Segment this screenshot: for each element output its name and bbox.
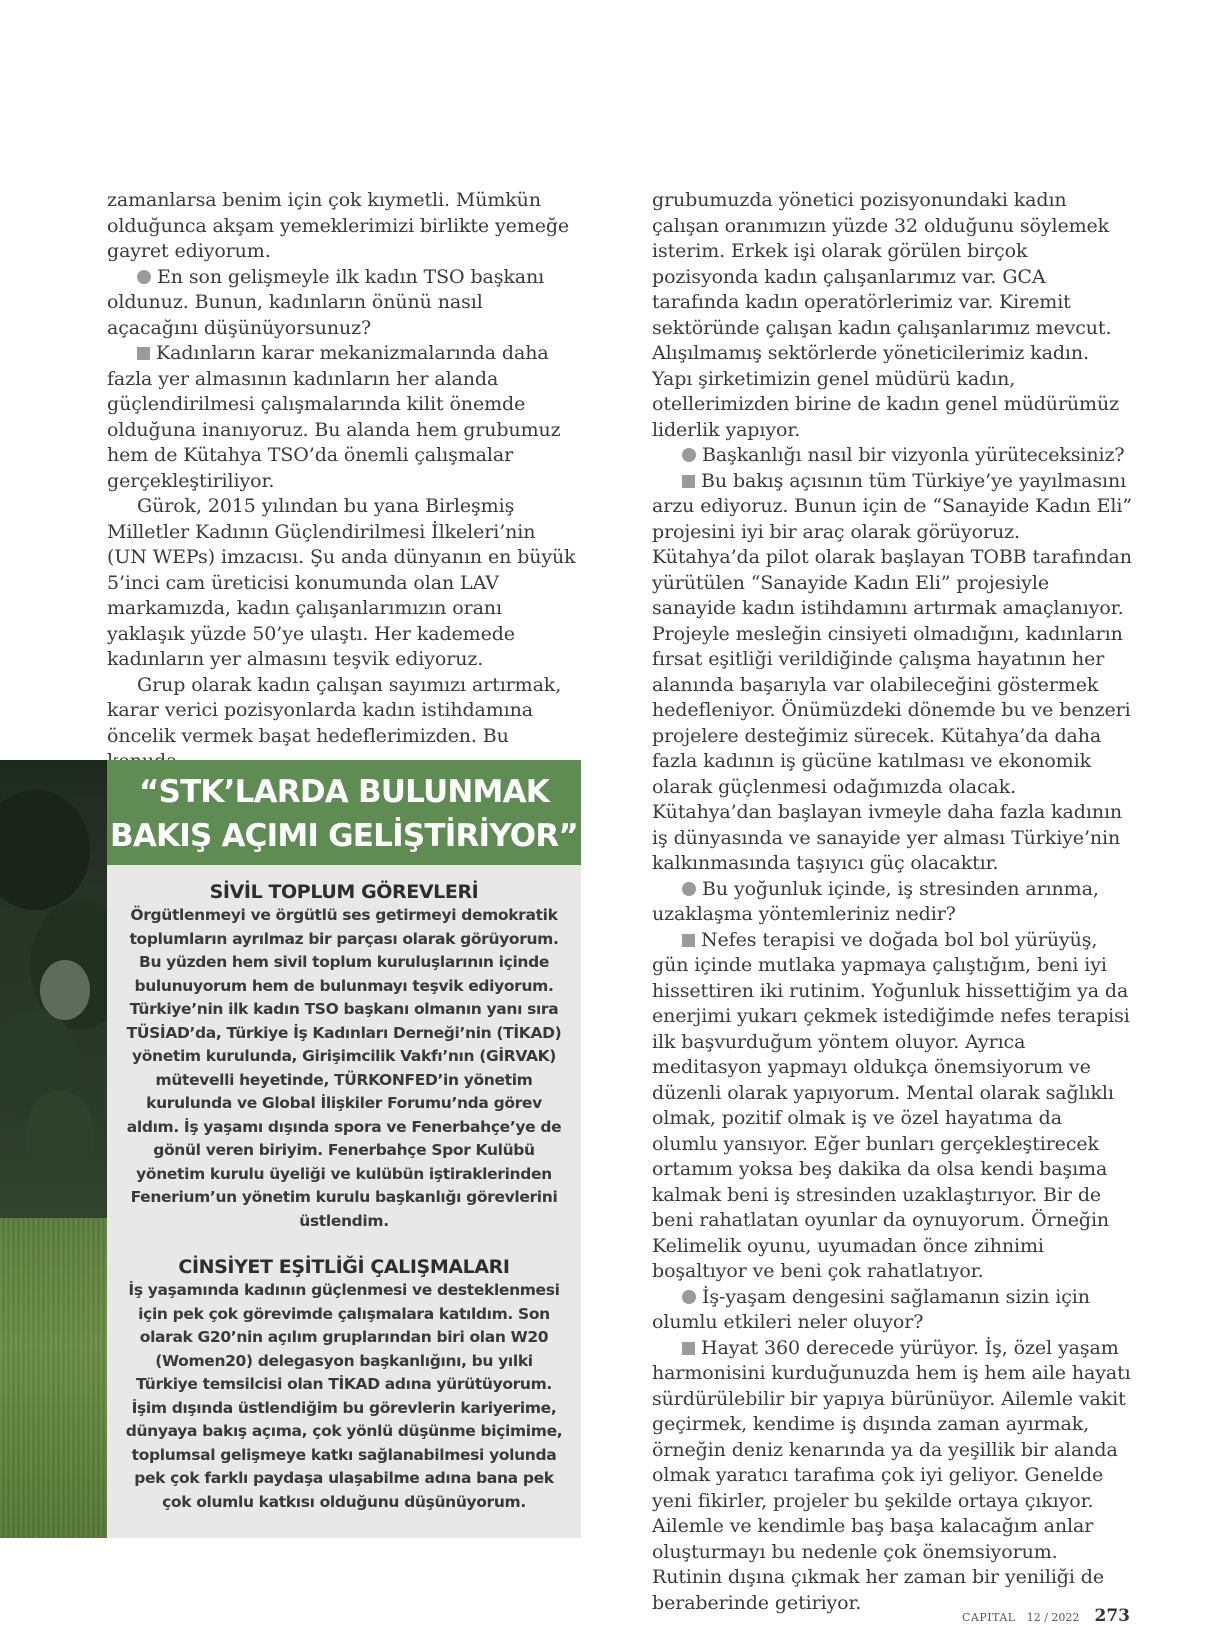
circle-bullet-icon	[682, 448, 696, 462]
box-title-line: BAKIŞ AÇIMI GELİŞTİRİYOR”	[109, 818, 578, 854]
box-section-heading: CİNSİYET EŞİTLİĞİ ÇALIŞMALARI	[178, 1256, 510, 1278]
circle-bullet-icon	[682, 882, 696, 896]
question: Bu yoğunluk içinde, iş stresinden arınma, uzaklaşma yöntemleriniz nedir?	[652, 877, 1099, 925]
answer: Nefes terapisi ve doğada bol bol yürüyüş, gün içinde mutlaka yapmaya çalıştığım, beni iyi hissettiren iki rutinim. Yoğunluk hissettiğim ya da enerjimi yukarı çekmek istediğimde nefes terapisi ilk başvurduğum yöntem oluyor. Ayrıca meditasyon yapmayı oldukça önemsiyorum ve düzenli olarak yapıyorum. Mental olarak sağlıklı olmak, pozitif olmak iş ve özel hayatıma da olumlu yansıyor. Eğer bunları gerçekleştirecek ortamım yoksa beş dakika da olsa kendi başıma kalmak beni iş stresinden uzaklaştırıyor. Bir de beni rahatlatan oyunlar da oynuyorum. Örneğin Kelimelik oyunu, uyumadan önce zihnimi boşaltıyor ve beni çok rahatlatıyor.	[652, 928, 1130, 1282]
paragraph: zamanlarsa benim için çok kıymetli. Mümkün olduğunca akşam yemeklerimizi birlikte yemeğe gayret ediyorum.	[107, 189, 570, 262]
answer: Hayat 360 derecede yürüyor. İş, özel yaşam harmonisini kurduğunuzda hem iş hem aile hayatı sürdürülebilir bir yapıya bürünüyor. Ailemle vakit geçirmek, kendime iş dışında zaman ayırmak, örneğin deniz kenarında ya da yeşillik bir alanda olmak yaratıcı tarafıma çok iyi geliyor. Genelde yeni fikirler, projeler bu şekilde ortaya çıkıyor. Ailemle ve kendimle baş başa kalacağım anlar oluşturmayı bu nedenle çok önemsiyorum. Rutinin dışına çıkmak her zaman bir yeniliği de beraberinde getiriyor.	[652, 1336, 1131, 1614]
photo-strip	[0, 760, 107, 1538]
square-bullet-icon	[137, 347, 150, 360]
square-bullet-icon	[682, 934, 695, 947]
page-footer	[962, 1606, 1130, 1626]
question: En son gelişmeyle ilk kadın TSO başkanı oldunuz. Bunun, kadınların önünü nasıl açacağını düşünüyorsunuz?	[107, 265, 545, 339]
box-section-text: Örgütlenmeyi ve örgütlü ses getirmeyi demokratik toplumların ayrılmaz bir parçası olarak görüyorum. Bu yüzden hem sivil toplum kuruluşlarının içinde bulunuyorum hem de bulunmayı teşvik ediyorum. Türkiye’nin ilk kadın TSO başkanı olmanın yanı sıra TÜSİAD’da, Türkiye İş Kadınları Derneği’nin (TİKAD) yönetim kurulunda, Girişimcilik Vakfı’nın (GİRVAK) mütevelli heyetinde, TÜRKONFED’in yönetim kurulunda ve Global İlişkiler Forumu’nda görev aldım. İş yaşamı dışında spora ve Fenerbahçe’ye de gönül veren biriyim. Fenerbahçe Spor Kulübü yönetim kurulu üyeliği ve kulübün iştiraklerinden Fenerium’un yönetim kurulu başkanlığı görevlerini üstlendim.	[126, 906, 562, 1230]
box-title	[107, 760, 581, 865]
box-section-heading: SİVİL TOPLUM GÖREVLERİ	[209, 881, 479, 903]
box-title-line: “STK’LARDA BULUNMAK	[138, 774, 549, 810]
sidebar-box	[107, 865, 581, 1538]
square-bullet-icon	[682, 475, 695, 488]
circle-bullet-icon	[682, 1290, 696, 1304]
circle-bullet-icon	[137, 270, 151, 284]
paragraph: grubumuzda yönetici pozisyonundaki kadın çalışan oranımızın yüzde 32 olduğunu söylemek isterim. Erkek işi olarak görülen birçok pozisyonda kadın çalışanlarımız var. GCA tarafında kadın operatörlerimiz var. Kiremit sektöründe çalışan kadın çalışanlarımız mevcut. Alışılmamış sektörlerde yöneticilerimiz kadın. Yapı şirketimizin genel müdürü kadın, otellerimizden birine de kadın genel müdürümüz liderlik yapıyor.	[652, 189, 1120, 441]
right-column	[652, 188, 1132, 1616]
question: Başkanlığı nasıl bir vizyonla yürüteceksiniz?	[652, 443, 1132, 469]
paragraph: Gürok, 2015 yılından bu yana Birleşmiş Milletler Kadının Güçlendirilmesi İlkeleri’nin (UN WEPs) imzacısı. Şu anda dünyanın en büyük 5’inci cam üreticisi konumunda olan LAV markamızda, kadın çalışanlarımızın oranı yaklaşık yüzde 50’ye ulaştı. Her kademede kadınların yer almasını teşvik ediyoruz.	[107, 495, 576, 670]
paragraph: Grup olarak kadın çalışan sayımızı artırmak, karar verici pozisyonlarda kadın istihdamına öncelik vermek başat hedeflerimizden. Bu	[107, 673, 562, 747]
question: İş-yaşam dengesini sağlamanın sizin için olumlu etkileri neler oluyor?	[652, 1285, 1090, 1333]
answer: Bu bakış açısının tüm Türkiye’ye yayılmasını arzu ediyoruz. Bunun için de “Sanayide Kadın Eli” projesini iyi bir araç olarak görüyoruz. Kütahya’da pilot olarak başlayan TOBB tarafından yürütülen “Sanayide Kadın Eli” projesiyle sanayide kadın istihdamını artırmak amaçlanıyor. Projeyle mesleğin cinsiyeti olmadığını, kadınların fırsat eşitliği verildiğinde çalışma hayatının her alanında başarıyla var olabileceğini göstermek hedefleniyor. Önümüzdeki dönemde bu ve benzeri projelere desteğimiz sürecek. Kütahya’da daha fazla kadının iş gücüne katılması ve ekonomik olarak güçlenmesi odağımızda olacak. Kütahya’dan başlayan ivmeyle daha fazla kadının iş dünyasında ve sanayide yer alması Türkiye’nin kalkınmasında taşıyıcı güç olacaktır.	[652, 469, 1132, 874]
box-section-text: İş yaşamında kadının güçlenmesi ve desteklenmesi için pek çok görevimde çalışmalara katıldım. Son olarak G20’nin açılım gruplarından biri olan W20 (Women20) delegasyon başkanlığını, bu yılki Türkiye temsilcisi olan TİKAD adına yürütüyorum. İşim dışında üstlendiğim bu görevlerin kariyerime, dünyaya bakış açıma, çok yönlü düşünme biçimime, toplumsal gelişmeye katkı sağlanabilmesi yolunda pek çok farklı paydaşa ulaşabilme adına bana pek çok olumlu katkısı olduğunu düşünüyorum.	[125, 1281, 563, 1511]
left-column	[107, 188, 577, 775]
publication-name: CAPITAL	[962, 1611, 1016, 1624]
answer: Kadınların karar mekanizmalarında daha fazla yer almasının kadınların her alanda güçlendirilmesi çalışmalarında kilit önemde olduğuna inanıyoruz. Bu alanda hem grubumuz hem de Kütahya TSO’da önemli çalışmalar gerçekleştiriliyor.	[107, 342, 561, 492]
square-bullet-icon	[682, 1342, 695, 1355]
issue-date: 12 / 2022	[1026, 1611, 1080, 1624]
page-number: 273	[1094, 1606, 1130, 1626]
